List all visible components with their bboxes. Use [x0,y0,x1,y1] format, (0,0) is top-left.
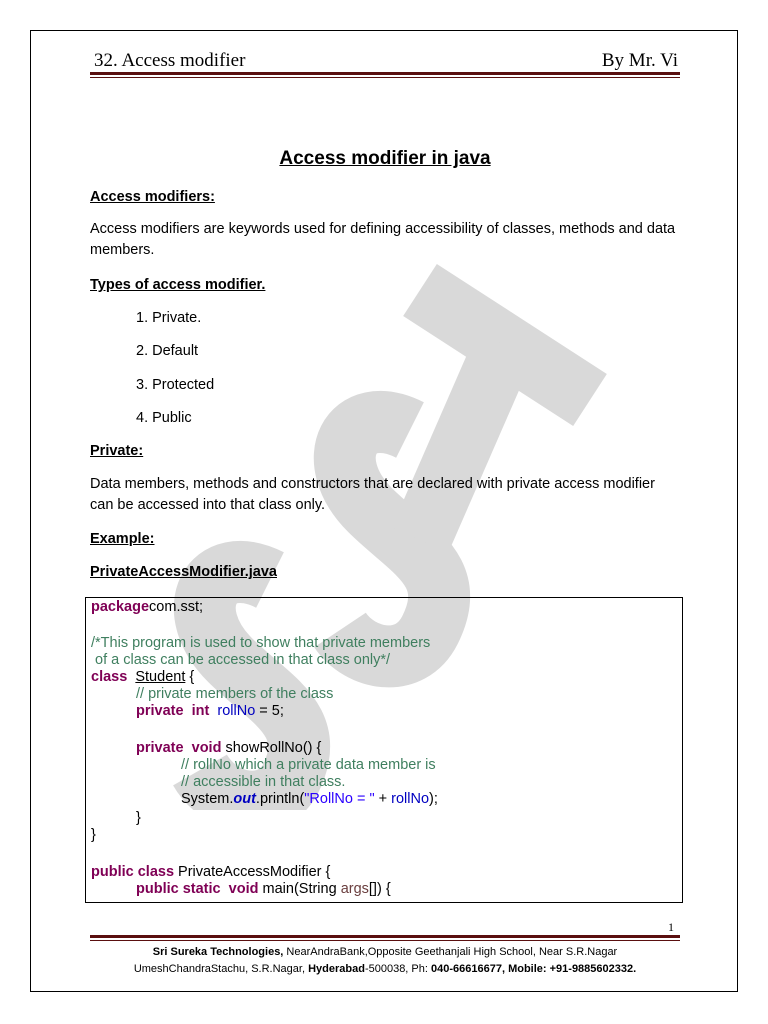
code-line: public class PrivateAccessModifier { [91,864,331,880]
list-item: 3. Protected [136,377,215,393]
code-line: } [136,810,141,826]
code-line: } [91,827,96,843]
code-line: private void showRollNo() { [136,740,322,756]
code-line: System.out.println("RollNo = " + rollNo); [181,791,438,807]
code-line: // private members of the class [136,686,334,702]
header-rule-thick [90,72,680,75]
paragraph-private: Data members, methods and constructors that are declared with private access modifier can be accessed into that class only. [90,476,655,513]
header-chapter: 32. Access modifier [94,50,246,71]
paragraph-definition: Access modifiers are keywords used for defining accessibility of classes, methods and data members. [90,221,676,258]
code-block [85,597,683,903]
header-rule-thin [90,77,680,78]
footer-rule-thin [90,940,680,941]
code-line: public static void main(String args[]) { [136,881,391,897]
heading-types: Types of access modifier. [90,277,266,293]
code-line: packagecom.sst; [91,599,204,615]
page-number: 1 [668,920,674,934]
code-line: private int rollNo = 5; [136,703,284,719]
code-line: /*This program is used to show that private members [91,635,431,651]
heading-private: Private: [90,443,144,459]
heading-access-modifiers: Access modifiers: [90,189,215,205]
code-line: of a class can be accessed in that class only*/ [91,652,391,668]
heading-example: Example: [90,531,155,547]
code-line: // accessible in that class. [181,774,346,790]
code-line: class Student { [91,669,195,685]
code-line: // rollNo which a private data member is [181,757,436,773]
page-title: Access modifier in java [279,148,491,169]
footer-line-1: Sri Sureka Technologies, NearAndraBank,Opposite Geethanjali High School, Near S.R.Nagar [152,946,618,958]
header-author: By Mr. Vi [601,50,678,71]
footer-line-2: UmeshChandraStachu, S.R.Nagar, Hyderabad-500038, Ph: 040-66616677, Mobile: +91-9885602332. [133,963,637,975]
list-item: 4. Public [136,410,192,426]
list-item: 2. Default [136,343,199,359]
list-item: 1. Private. [136,310,202,326]
footer-rule-thick [90,935,680,938]
heading-filename: PrivateAccessModifier.java [90,564,277,580]
